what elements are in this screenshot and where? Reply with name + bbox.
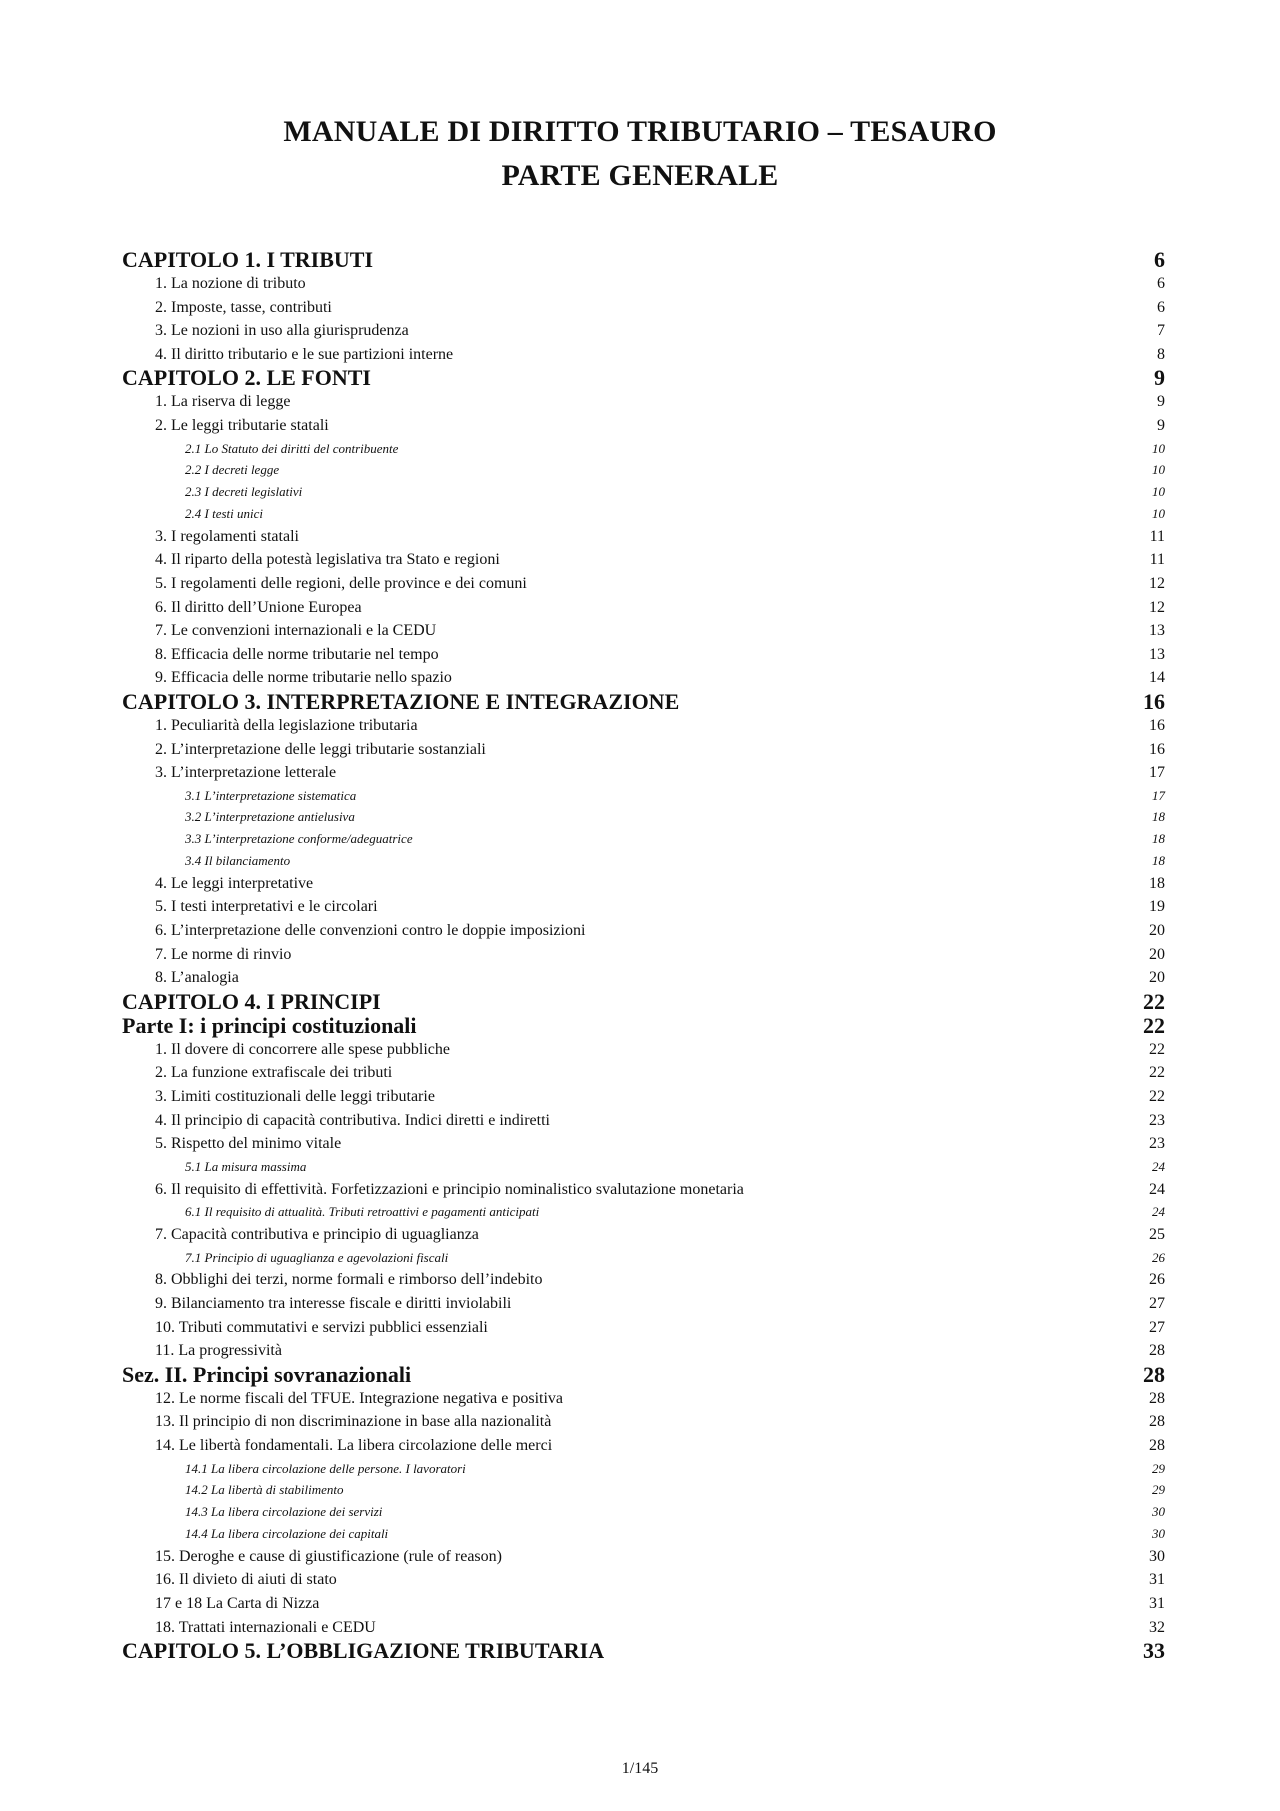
toc-entry-page: 10 (1152, 484, 1165, 500)
toc-entry-section[interactable] (122, 343, 1165, 367)
toc-entry-title: 8. Obblighi dei terzi, norme formali e rimborso dell’indebito (155, 1271, 543, 1289)
toc-entry-subsection[interactable] (122, 503, 1165, 525)
toc-entry-page: 10 (1152, 505, 1165, 521)
toc-entry-section[interactable] (122, 1268, 1165, 1292)
toc-entry-title: 8. L’analogia (155, 969, 239, 987)
document-title (0, 110, 1280, 198)
toc-entry-page: 33 (1143, 1638, 1165, 1664)
toc-entry-chapter[interactable] (122, 248, 1165, 272)
toc-entry-title: 2.1 Lo Statuto dei diritti del contribuente (185, 440, 399, 456)
toc-entry-page: 20 (1149, 922, 1165, 940)
toc-entry-subsection[interactable] (122, 850, 1165, 872)
toc-entry-section[interactable] (122, 1085, 1165, 1109)
toc-entry-page: 28 (1143, 1361, 1165, 1387)
toc-entry-title: 2. Le leggi tributarie statali (155, 416, 329, 434)
toc-entry-section[interactable] (122, 1339, 1165, 1363)
toc-entry-page: 12 (1149, 598, 1165, 616)
toc-entry-page: 9 (1157, 393, 1165, 411)
toc-entry-page: 29 (1152, 1482, 1165, 1498)
toc-entry-title: 2.3 I decreti legislativi (185, 484, 303, 500)
toc-entry-page: 31 (1149, 1571, 1165, 1589)
toc-entry-title: 6. Il diritto dell’Unione Europea (155, 598, 362, 616)
toc-entry-page: 7 (1157, 322, 1165, 340)
toc-entry-page: 6 (1154, 247, 1165, 272)
toc-entry-page: 16 (1143, 688, 1165, 714)
toc-entry-title: 5.1 La misura massima (185, 1158, 307, 1174)
toc-entry-section[interactable] (122, 1387, 1165, 1411)
toc-entry-title: 7. Le norme di rinvio (155, 945, 292, 963)
toc-entry-title: CAPITOLO 3. INTERPRETAZIONE E INTEGRAZIONE (122, 688, 680, 714)
toc-entry-page: 24 (1152, 1158, 1165, 1174)
toc-entry-page: 12 (1149, 574, 1165, 592)
toc-entry-page: 30 (1152, 1525, 1165, 1541)
toc-entry-page: 10 (1152, 440, 1165, 456)
toc-entry-section[interactable] (122, 738, 1165, 762)
toc-entry-page: 14 (1149, 669, 1165, 687)
toc-entry-title: 6. L’interpretazione delle convenzioni contro le doppie imposizioni (155, 922, 586, 940)
toc-entry-title: 14.4 La libera circolazione dei capitali (185, 1525, 389, 1541)
toc-entry-page: 28 (1149, 1436, 1165, 1454)
toc-entry-page: 27 (1149, 1318, 1165, 1336)
toc-entry-section[interactable] (122, 966, 1165, 990)
toc-entry-title: 3. Limiti costituzionali delle leggi tributarie (155, 1088, 435, 1106)
toc-entry-chapter[interactable] (122, 366, 1165, 390)
toc-entry-title: 14.2 La libertà di stabilimento (185, 1482, 344, 1498)
toc-entry-title: 1. Il dovere di concorrere alle spese pubbliche (155, 1040, 450, 1058)
toc-entry-page: 8 (1157, 345, 1165, 363)
toc-entry-title: 1. La nozione di tributo (155, 275, 306, 292)
toc-entry-page: 28 (1149, 1389, 1165, 1407)
toc-entry-chapter[interactable] (122, 990, 1165, 1014)
toc-entry-subsection[interactable] (122, 785, 1165, 807)
toc-entry-title: 4. Le leggi interpretative (155, 874, 314, 892)
toc-entry-page: 6 (1157, 298, 1165, 316)
toc-entry-page: 20 (1149, 945, 1165, 963)
toc-entry-page: 9 (1154, 365, 1165, 391)
toc-entry-page: 24 (1149, 1180, 1165, 1198)
toc-entry-page: 32 (1149, 1618, 1165, 1636)
toc-entry-subsection[interactable] (122, 1458, 1165, 1480)
toc-entry-section[interactable] (122, 872, 1165, 896)
toc-entry-section[interactable] (122, 919, 1165, 943)
toc-entry-title: 5. I testi interpretativi e le circolari (155, 898, 378, 916)
toc-entry-page: 26 (1149, 1271, 1165, 1289)
toc-entry-page: 22 (1149, 1064, 1165, 1082)
toc-entry-section[interactable] (122, 761, 1165, 785)
toc-entry-title: 13. Il principio di non discriminazione in base alla nazionalità (155, 1413, 552, 1431)
toc-entry-chapter[interactable] (122, 1014, 1165, 1038)
toc-entry-section[interactable] (122, 548, 1165, 572)
toc-entry-title: 1. Peculiarità della legislazione tributaria (155, 716, 418, 734)
toc-entry-page: 22 (1143, 988, 1165, 1014)
toc-entry-title: 6.1 Il requisito di attualità. Tributi retroattivi e pagamenti anticipati (185, 1204, 540, 1220)
toc-entry-title: 3.4 Il bilanciamento (185, 853, 291, 869)
toc-entry-page: 9 (1157, 416, 1165, 434)
toc-entry-title: 7.1 Principio di uguaglianza e agevolazioni fiscali (185, 1249, 449, 1265)
toc-entry-section[interactable] (122, 414, 1165, 438)
toc-entry-title: 7. Le convenzioni internazionali e la CEDU (155, 622, 437, 640)
toc-entry-section[interactable] (122, 1316, 1165, 1340)
toc-entry-section[interactable] (122, 272, 1165, 296)
toc-entry-title: 2.4 I testi unici (185, 505, 263, 521)
toc-entry-section[interactable] (122, 296, 1165, 320)
toc-entry-section[interactable] (122, 943, 1165, 967)
toc-entry-title: 2.2 I decreti legge (185, 462, 280, 478)
toc-entry-page: 13 (1149, 622, 1165, 640)
toc-entry-subsection[interactable] (122, 459, 1165, 481)
toc-entry-subsection[interactable] (122, 828, 1165, 850)
toc-entry-subsection[interactable] (122, 481, 1165, 503)
toc-entry-subsection[interactable] (122, 1156, 1165, 1178)
toc-entry-title: 16. Il divieto di aiuti di stato (155, 1571, 337, 1589)
toc-entry-section[interactable] (122, 895, 1165, 919)
toc-entry-title: 2. La funzione extrafiscale dei tributi (155, 1064, 393, 1082)
toc-entry-section[interactable] (122, 1410, 1165, 1434)
toc-entry-title: 9. Bilanciamento tra interesse fiscale e diritti inviolabili (155, 1294, 512, 1312)
toc-entry-section[interactable] (122, 1616, 1165, 1640)
toc-entry-title: Sez. II. Principi sovranazionali (122, 1361, 412, 1387)
toc-entry-subsection[interactable] (122, 1247, 1165, 1269)
toc-entry-page: 18 (1152, 831, 1165, 847)
toc-entry-section[interactable] (122, 1592, 1165, 1616)
toc-entry-subsection[interactable] (122, 1479, 1165, 1501)
toc-entry-section[interactable] (122, 619, 1165, 643)
toc-entry-title: 5. Rispetto del minimo vitale (155, 1135, 342, 1153)
toc-entry-title: Parte I: i principi costituzionali (122, 1012, 417, 1038)
toc-entry-chapter[interactable] (122, 1363, 1165, 1387)
toc-entry-title: 8. Efficacia delle norme tributarie nel tempo (155, 645, 439, 663)
toc-entry-page: 11 (1149, 551, 1165, 569)
toc-entry-title: 11. La progressività (155, 1342, 282, 1360)
toc-entry-section[interactable] (122, 596, 1165, 620)
toc-entry-section[interactable] (122, 319, 1165, 343)
toc-entry-title: 4. Il principio di capacità contributiva. Indici diretti e indiretti (155, 1111, 550, 1129)
toc-entry-title: 4. Il riparto della potestà legislativa tra Stato e regioni (155, 551, 500, 569)
document-title-line: PARTE GENERALE (501, 159, 779, 192)
toc-entry-title: 14. Le libertà fondamentali. La libera circolazione delle merci (155, 1436, 553, 1454)
toc-entry-page: 6 (1157, 275, 1165, 292)
toc-entry-title: 14.3 La libera circolazione dei servizi (185, 1504, 383, 1520)
toc-entry-title: 14.1 La libera circolazione delle persone. I lavoratori (185, 1460, 466, 1476)
toc-entry-page: 17 (1152, 787, 1165, 803)
toc-entry-section[interactable] (122, 1109, 1165, 1133)
toc-entry-title: 12. Le norme fiscali del TFUE. Integrazione negativa e positiva (155, 1389, 564, 1407)
toc-entry-page: 16 (1149, 740, 1165, 758)
toc-entry-section[interactable] (122, 1292, 1165, 1316)
toc-entry-page: 23 (1149, 1111, 1165, 1129)
toc-entry-page: 30 (1149, 1547, 1165, 1565)
toc-entry-subsection[interactable] (122, 438, 1165, 460)
toc-entry-section[interactable] (122, 1568, 1165, 1592)
toc-entry-section[interactable] (122, 714, 1165, 738)
toc-entry-title: CAPITOLO 4. I PRINCIPI (122, 988, 381, 1014)
toc-entry-page: 17 (1149, 764, 1165, 782)
toc-entry-page: 20 (1149, 969, 1165, 987)
toc-entry-subsection[interactable] (122, 1523, 1165, 1545)
toc-entry-page: 24 (1152, 1204, 1165, 1220)
toc-entry-section[interactable] (122, 390, 1165, 414)
toc-entry-section[interactable] (122, 1434, 1165, 1458)
toc-entry-page: 22 (1149, 1088, 1165, 1106)
toc-entry-title: 3. Le nozioni in uso alla giurisprudenza (155, 322, 409, 340)
toc-entry-section[interactable] (122, 1545, 1165, 1569)
toc-entry-page: 22 (1143, 1012, 1165, 1038)
toc-entry-page: 27 (1149, 1294, 1165, 1312)
toc-entry-title: 18. Trattati internazionali e CEDU (155, 1618, 376, 1636)
toc-entry-page: 22 (1149, 1040, 1165, 1058)
toc-entry-page: 28 (1149, 1413, 1165, 1431)
toc-entry-page: 30 (1152, 1504, 1165, 1520)
toc-entry-page: 23 (1149, 1135, 1165, 1153)
toc-entry-page: 18 (1149, 874, 1165, 892)
toc-entry-title: CAPITOLO 5. L’OBBLIGAZIONE TRIBUTARIA (122, 1638, 605, 1664)
toc-entry-page: 29 (1152, 1460, 1165, 1476)
toc-entry-title: 1. La riserva di legge (155, 393, 291, 411)
toc-entry-title: 3. I regolamenti statali (155, 527, 299, 545)
toc-entry-chapter[interactable] (122, 690, 1165, 714)
toc-entry-section[interactable] (122, 666, 1165, 690)
toc-entry-page: 31 (1149, 1594, 1165, 1612)
toc-entry-subsection[interactable] (122, 1501, 1165, 1523)
toc-entry-section[interactable] (122, 572, 1165, 596)
toc-entry-title: 2. L’interpretazione delle leggi tributarie sostanziali (155, 740, 486, 758)
table-of-contents (122, 248, 1165, 1663)
toc-entry-subsection[interactable] (122, 1201, 1165, 1223)
toc-entry-page: 28 (1149, 1342, 1165, 1360)
toc-entry-section[interactable] (122, 1223, 1165, 1247)
toc-entry-chapter[interactable] (122, 1639, 1165, 1663)
toc-entry-section[interactable] (122, 525, 1165, 549)
toc-entry-title: CAPITOLO 2. LE FONTI (122, 365, 371, 391)
toc-entry-page: 16 (1149, 716, 1165, 734)
toc-entry-section[interactable] (122, 1178, 1165, 1202)
toc-entry-section[interactable] (122, 1038, 1165, 1062)
toc-entry-page: 18 (1152, 853, 1165, 869)
toc-entry-title: 9. Efficacia delle norme tributarie nello spazio (155, 669, 452, 687)
toc-entry-title: 4. Il diritto tributario e le sue partizioni interne (155, 345, 454, 363)
toc-entry-title: 3.3 L’interpretazione conforme/adeguatrice (185, 831, 413, 847)
toc-entry-title: 5. I regolamenti delle regioni, delle province e dei comuni (155, 574, 527, 592)
toc-entry-page: 10 (1152, 462, 1165, 478)
toc-entry-subsection[interactable] (122, 806, 1165, 828)
toc-entry-page: 11 (1149, 527, 1165, 545)
page-number: 1/145 (621, 1760, 659, 1777)
toc-entry-page: 25 (1149, 1226, 1165, 1243)
toc-entry-title: 17 e 18 La Carta di Nizza (155, 1594, 320, 1612)
toc-entry-page: 18 (1152, 809, 1165, 825)
toc-entry-title: 3. L’interpretazione letterale (155, 764, 337, 782)
toc-entry-section[interactable] (122, 643, 1165, 667)
toc-entry-title: 3.1 L’interpretazione sistematica (185, 787, 357, 803)
toc-entry-section[interactable] (122, 1132, 1165, 1156)
toc-entry-page: 13 (1149, 645, 1165, 663)
toc-entry-title: CAPITOLO 1. I TRIBUTI (122, 247, 374, 272)
toc-entry-title: 10. Tributi commutativi e servizi pubblici essenziali (155, 1318, 488, 1336)
toc-entry-title: 15. Deroghe e cause di giustificazione (rule of reason) (155, 1547, 502, 1565)
toc-entry-title: 7. Capacità contributiva e principio di uguaglianza (155, 1226, 479, 1243)
toc-entry-section[interactable] (122, 1061, 1165, 1085)
document-title-line: MANUALE DI DIRITTO TRIBUTARIO – TESAURO (283, 115, 997, 148)
toc-entry-page: 26 (1152, 1249, 1165, 1265)
toc-entry-title: 3.2 L’interpretazione antielusiva (185, 809, 355, 825)
toc-entry-page: 19 (1149, 898, 1165, 916)
toc-entry-title: 6. Il requisito di effettività. Forfetizzazioni e principio nominalistico svalutazione monetaria (155, 1180, 744, 1198)
toc-entry-title: 2. Imposte, tasse, contributi (155, 298, 332, 316)
